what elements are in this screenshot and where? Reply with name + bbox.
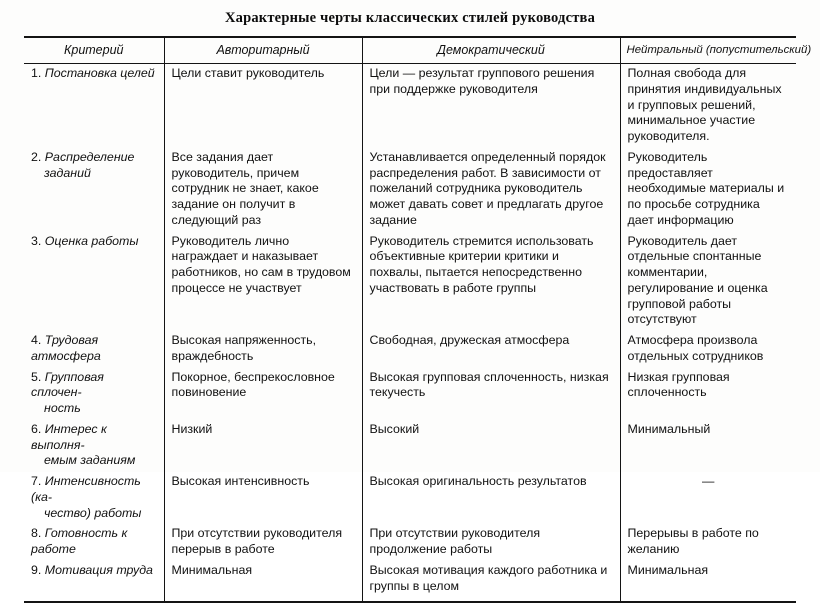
- cell-criterion: [24, 331, 164, 368]
- cell-neutral: Полная свобода для принятия индивидуальных и групповых решений, минимальное участие руководителя.: [620, 64, 796, 148]
- cell-authoritarian: Минимальная: [164, 561, 362, 603]
- column-header-criterion: Критерий: [24, 37, 164, 64]
- cell-neutral: Руководитель предоставляет необходимые материалы и по просьбе сотрудника дает информацию: [620, 148, 796, 232]
- table-row: [24, 331, 796, 368]
- cell-criterion: [24, 420, 164, 472]
- criterion-text-line2: чество) работы: [44, 505, 142, 520]
- cell-criterion: [24, 148, 164, 232]
- cell-democratic: При отсутствии руководителя продолжение работы: [362, 524, 620, 561]
- row-number: 5.: [31, 369, 42, 384]
- cell-democratic: Руководитель стремится использовать объективные критерии критики и похвалы, пытается непосредственно участвовать в работе группы: [362, 232, 620, 332]
- leadership-styles-table: [24, 36, 812, 603]
- cell-democratic: Устанавливается определенный порядок распределения работ. В зависимости от пожеланий сотрудника руководитель может давать совет и предлагать другое задание: [362, 148, 620, 232]
- criterion-text: Распределение: [44, 149, 135, 164]
- criterion-text: Постановка целей: [44, 66, 155, 80]
- criterion-text-line2: ность: [44, 401, 81, 415]
- cell-authoritarian: Руководитель лично награждает и наказывает работников, но сам в трудовом процессе не участвует: [164, 232, 362, 332]
- row-number: 9.: [31, 562, 42, 577]
- row-number: 4.: [31, 333, 42, 347]
- table-row: [24, 561, 796, 603]
- cell-democratic: Свободная, дружеская атмосфера: [362, 331, 620, 368]
- cell-democratic: Высокий: [362, 420, 620, 472]
- cell-authoritarian: Все задания дает руководитель, причем сотрудник не знает, какое задание он получит в следующий раз: [164, 148, 362, 232]
- table-row: [24, 232, 796, 332]
- cell-authoritarian: Низкий: [164, 420, 362, 472]
- cell-criterion: [24, 472, 164, 524]
- cell-authoritarian: Высокая напряженность, враждебность: [164, 331, 362, 368]
- cell-neutral: —: [620, 472, 796, 524]
- table-header: [24, 37, 812, 64]
- cell-democratic: Высокая оригинальность результатов: [362, 472, 620, 524]
- table-row: [24, 148, 796, 232]
- criterion-text: Мотивация труда: [44, 562, 153, 577]
- table-row: [24, 420, 796, 472]
- table-header-row: [24, 37, 796, 64]
- row-number: 7.: [31, 474, 42, 488]
- cell-neutral: Атмосфера произвола отдельных сотрудников: [620, 331, 796, 368]
- cell-criterion: [24, 561, 164, 603]
- table-body: [24, 64, 796, 603]
- cell-authoritarian: Покорное, беспрекословное повиновение: [164, 368, 362, 420]
- cell-authoritarian: Цели ставит руководитель: [164, 64, 362, 148]
- cell-criterion: [24, 64, 164, 148]
- row-number: 1.: [31, 66, 42, 80]
- cell-democratic: Цели — результат группового решения при поддержке руководителя: [362, 64, 620, 148]
- row-number: 6.: [31, 421, 42, 436]
- table-container: [24, 36, 812, 603]
- cell-neutral: Минимальная: [620, 561, 796, 603]
- page-title: Характерные черты классических стилей руководства: [224, 10, 596, 26]
- cell-democratic: Высокая групповая сплоченность, низкая текучесть: [362, 368, 620, 420]
- cell-criterion: [24, 232, 164, 332]
- cell-authoritarian: Высокая интенсивность: [164, 472, 362, 524]
- row-number: 2.: [31, 149, 42, 164]
- cell-neutral: Руководитель дает отдельные спонтанные комментарии, регулирование и оценка групповой работы отсутствуют: [620, 232, 796, 332]
- table-row: [24, 368, 796, 420]
- criterion-text-line2: заданий: [44, 165, 91, 180]
- cell-neutral: Низкая групповая сплоченность: [620, 368, 796, 420]
- row-number: 3.: [31, 233, 42, 248]
- criterion-text: Интенсивность (ка-: [31, 474, 141, 504]
- row-number: 8.: [31, 526, 42, 541]
- cell-democratic: Высокая мотивация каждого работника и группы в целом: [362, 561, 620, 603]
- criterion-text: Групповая сплочен-: [31, 369, 104, 400]
- table-row: [24, 64, 796, 148]
- criterion-text: Готовность к работе: [31, 526, 128, 556]
- table-row: [24, 524, 796, 561]
- cell-authoritarian: При отсутствии руководителя перерыв в работе: [164, 524, 362, 561]
- criterion-text: Оценка работы: [44, 233, 139, 248]
- column-header-neutral: Нейтральный (попустительский): [620, 37, 796, 64]
- column-header-democratic: Демократический: [362, 37, 620, 64]
- criterion-text: Интерес к выполня-: [31, 421, 107, 452]
- criterion-text-line2: емым заданиям: [44, 453, 136, 468]
- criterion-text: Трудовая атмосфера: [31, 333, 101, 363]
- cell-criterion: [24, 524, 164, 561]
- cell-neutral: Перерывы в работе по желанию: [620, 524, 796, 561]
- column-header-authoritarian: Авторитарный: [164, 37, 362, 64]
- cell-neutral: Минимальный: [620, 420, 796, 472]
- table-row: [24, 472, 796, 524]
- cell-criterion: [24, 368, 164, 420]
